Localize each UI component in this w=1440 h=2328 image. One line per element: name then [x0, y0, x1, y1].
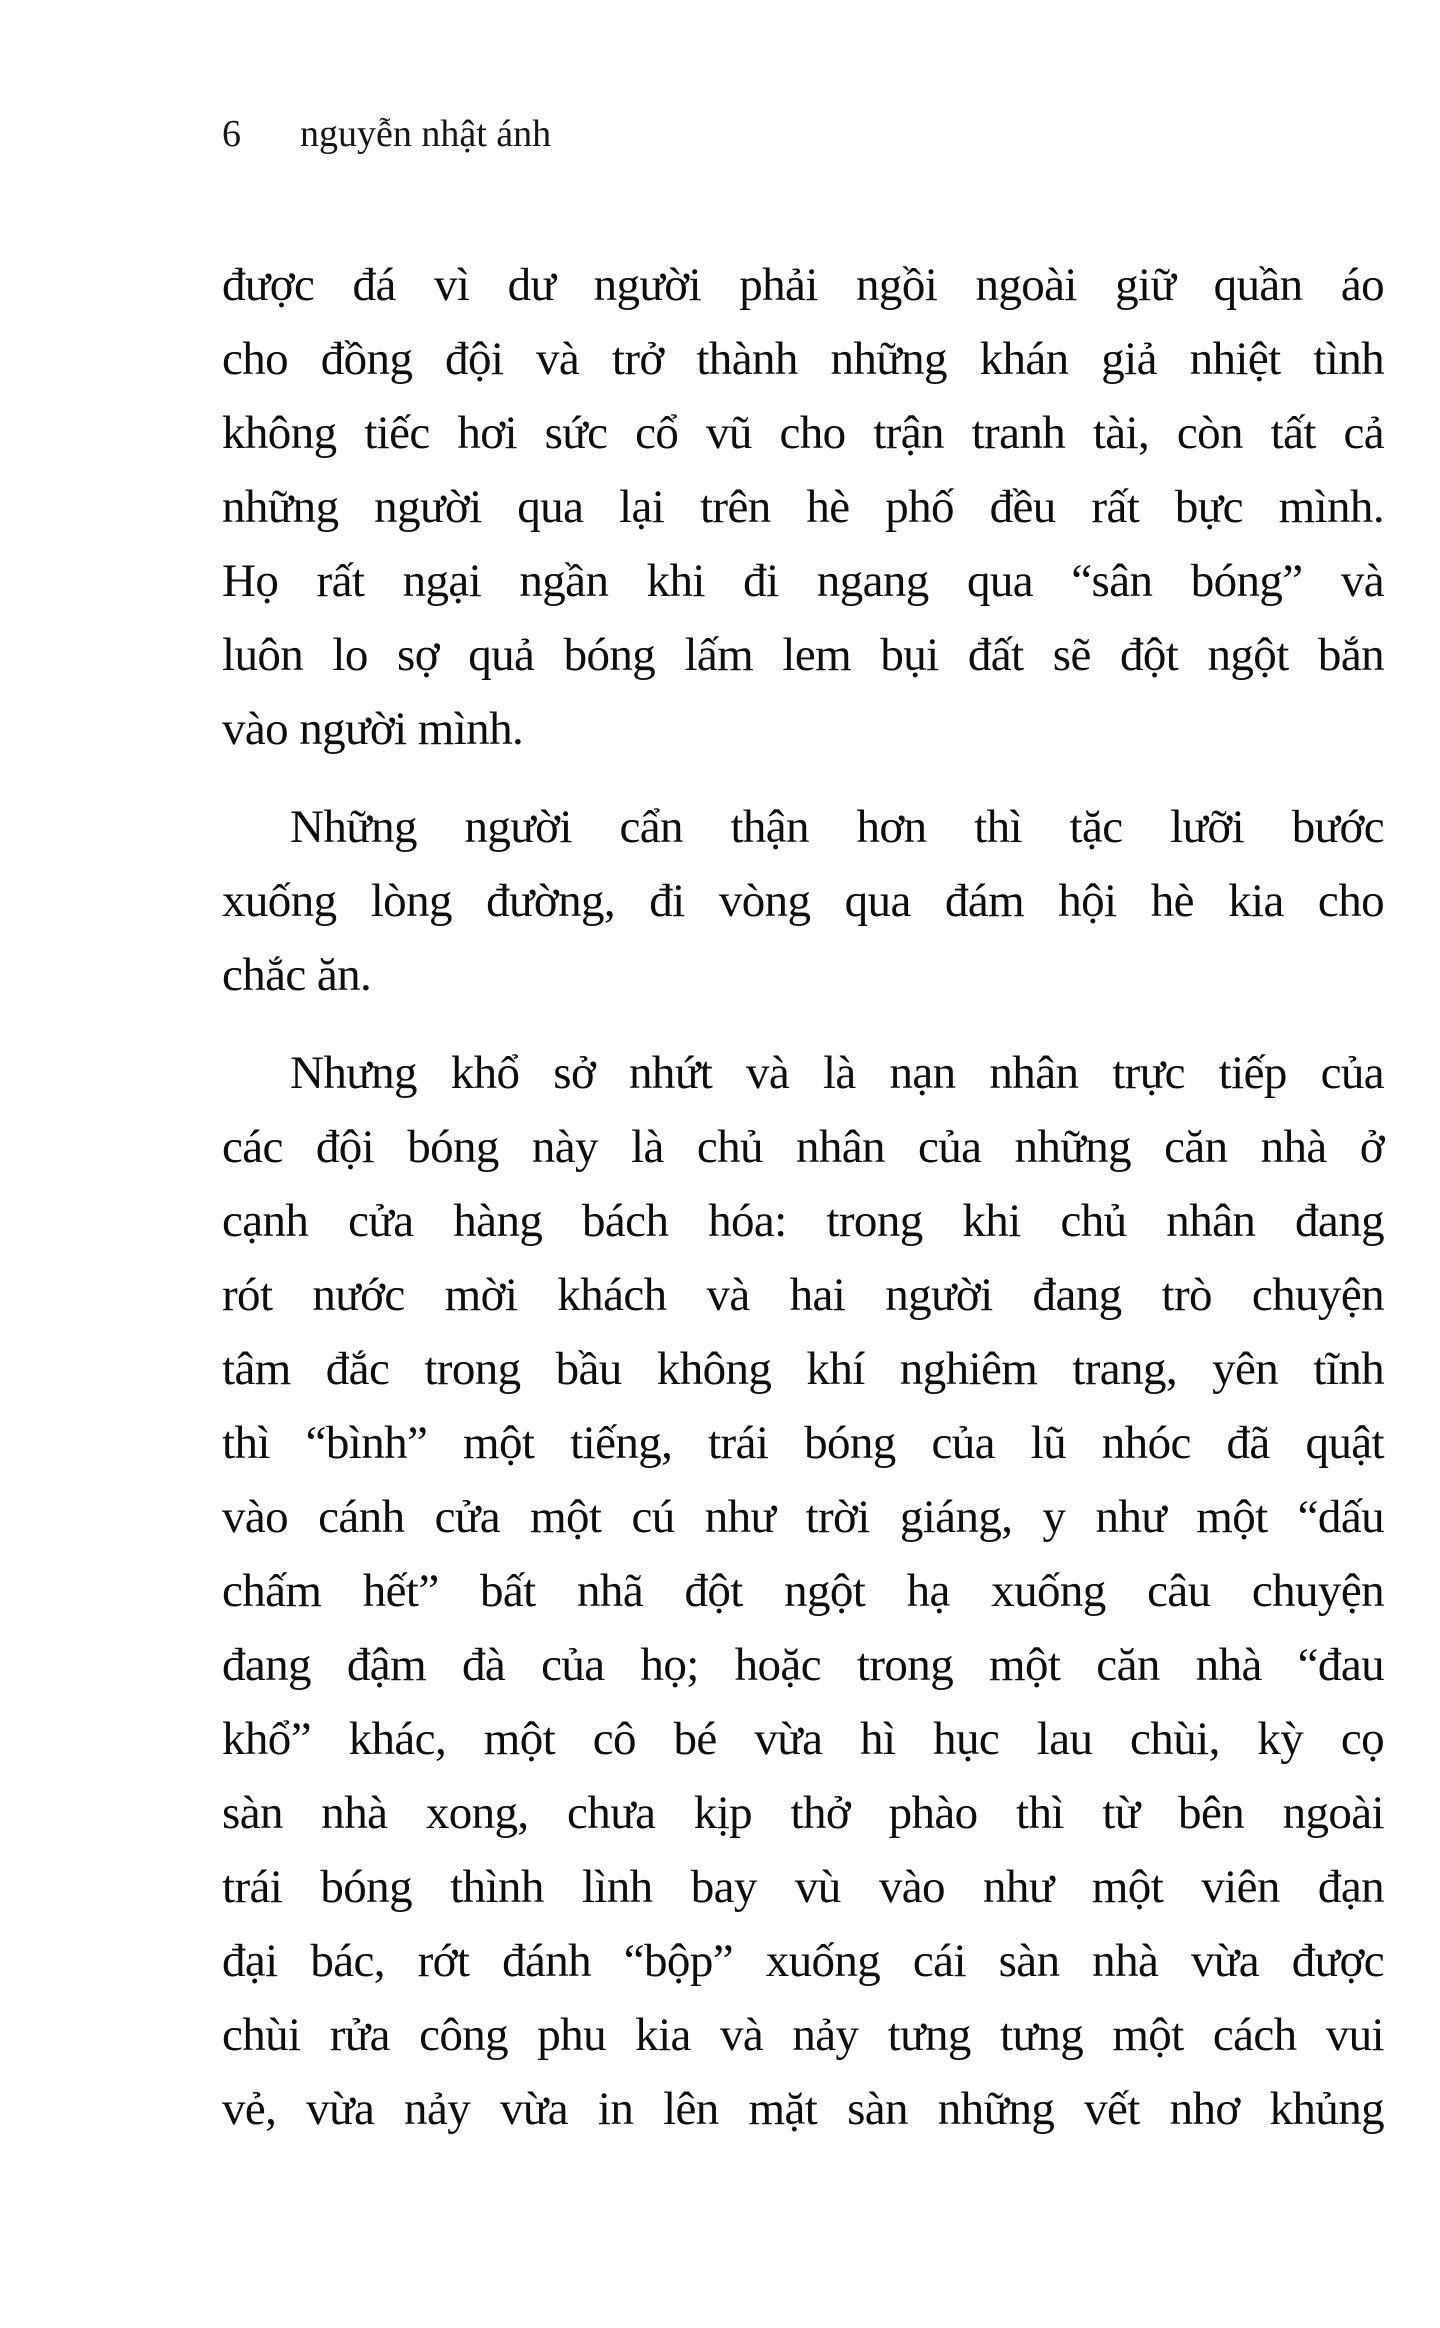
text-line: rót nước mời khách và hai người đang trò chuyện — [222, 1269, 1384, 1321]
text-line: những người qua lại trên hè phố đều rất bực mình. — [222, 481, 1384, 533]
text-line: vào người mình. — [222, 703, 524, 755]
text-line: vào cánh cửa một cú như trời giáng, y như một “dấu — [222, 1491, 1384, 1543]
running-head — [222, 112, 551, 156]
text-line: tâm đắc trong bầu không khí nghiêm trang, yên tĩnh — [222, 1343, 1384, 1395]
paragraph-2 — [222, 790, 1384, 1012]
text-line: Những người cẩn thận hơn thì tặc lưỡi bước — [290, 801, 1384, 853]
author-name: nguyễn nhật ánh — [300, 113, 552, 155]
text-line: các đội bóng này là chủ nhân của những căn nhà ở — [222, 1121, 1384, 1173]
text-line: cho đồng đội và trở thành những khán giả nhiệt tình — [222, 333, 1384, 385]
text-line: xuống lòng đường, đi vòng qua đám hội hè kia cho — [222, 875, 1384, 927]
text-line: đang đậm đà của họ; hoặc trong một căn nhà “đau — [222, 1639, 1384, 1691]
text-line: vẻ, vừa nảy vừa in lên mặt sàn những vết nhơ khủng — [222, 2083, 1384, 2135]
text-line: khổ” khác, một cô bé vừa hì hục lau chùi, kỳ cọ — [222, 1713, 1384, 1765]
text-line: không tiếc hơi sức cổ vũ cho trận tranh tài, còn tất cả — [222, 407, 1384, 459]
text-line: chắc ăn. — [222, 949, 372, 1001]
text-line: Họ rất ngại ngần khi đi ngang qua “sân bóng” và — [222, 555, 1384, 607]
text-line: cạnh cửa hàng bách hóa: trong khi chủ nhân đang — [222, 1195, 1384, 1247]
text-line: Nhưng khổ sở nhứt và là nạn nhân trực tiếp của — [290, 1047, 1384, 1099]
text-line: chấm hết” bất nhã đột ngột hạ xuống câu chuyện — [222, 1565, 1384, 1617]
body-text — [222, 248, 1384, 2170]
text-line: được đá vì dư người phải ngồi ngoài giữ quần áo — [222, 259, 1384, 311]
text-line: luôn lo sợ quả bóng lấm lem bụi đất sẽ đột ngột bắn — [222, 629, 1384, 681]
paragraph-3 — [222, 1036, 1384, 2146]
paragraph-1 — [222, 248, 1384, 766]
page-number: 6 — [222, 113, 241, 155]
text-line: đại bác, rớt đánh “bộp” xuống cái sàn nhà vừa được — [222, 1935, 1384, 1987]
text-line: sàn nhà xong, chưa kịp thở phào thì từ bên ngoài — [222, 1787, 1384, 1839]
text-line: trái bóng thình lình bay vù vào như một viên đạn — [222, 1861, 1384, 1913]
text-line: thì “bình” một tiếng, trái bóng của lũ nhóc đã quật — [222, 1417, 1384, 1469]
text-line: chùi rửa công phu kia và nảy tưng tưng một cách vui — [222, 2009, 1384, 2061]
